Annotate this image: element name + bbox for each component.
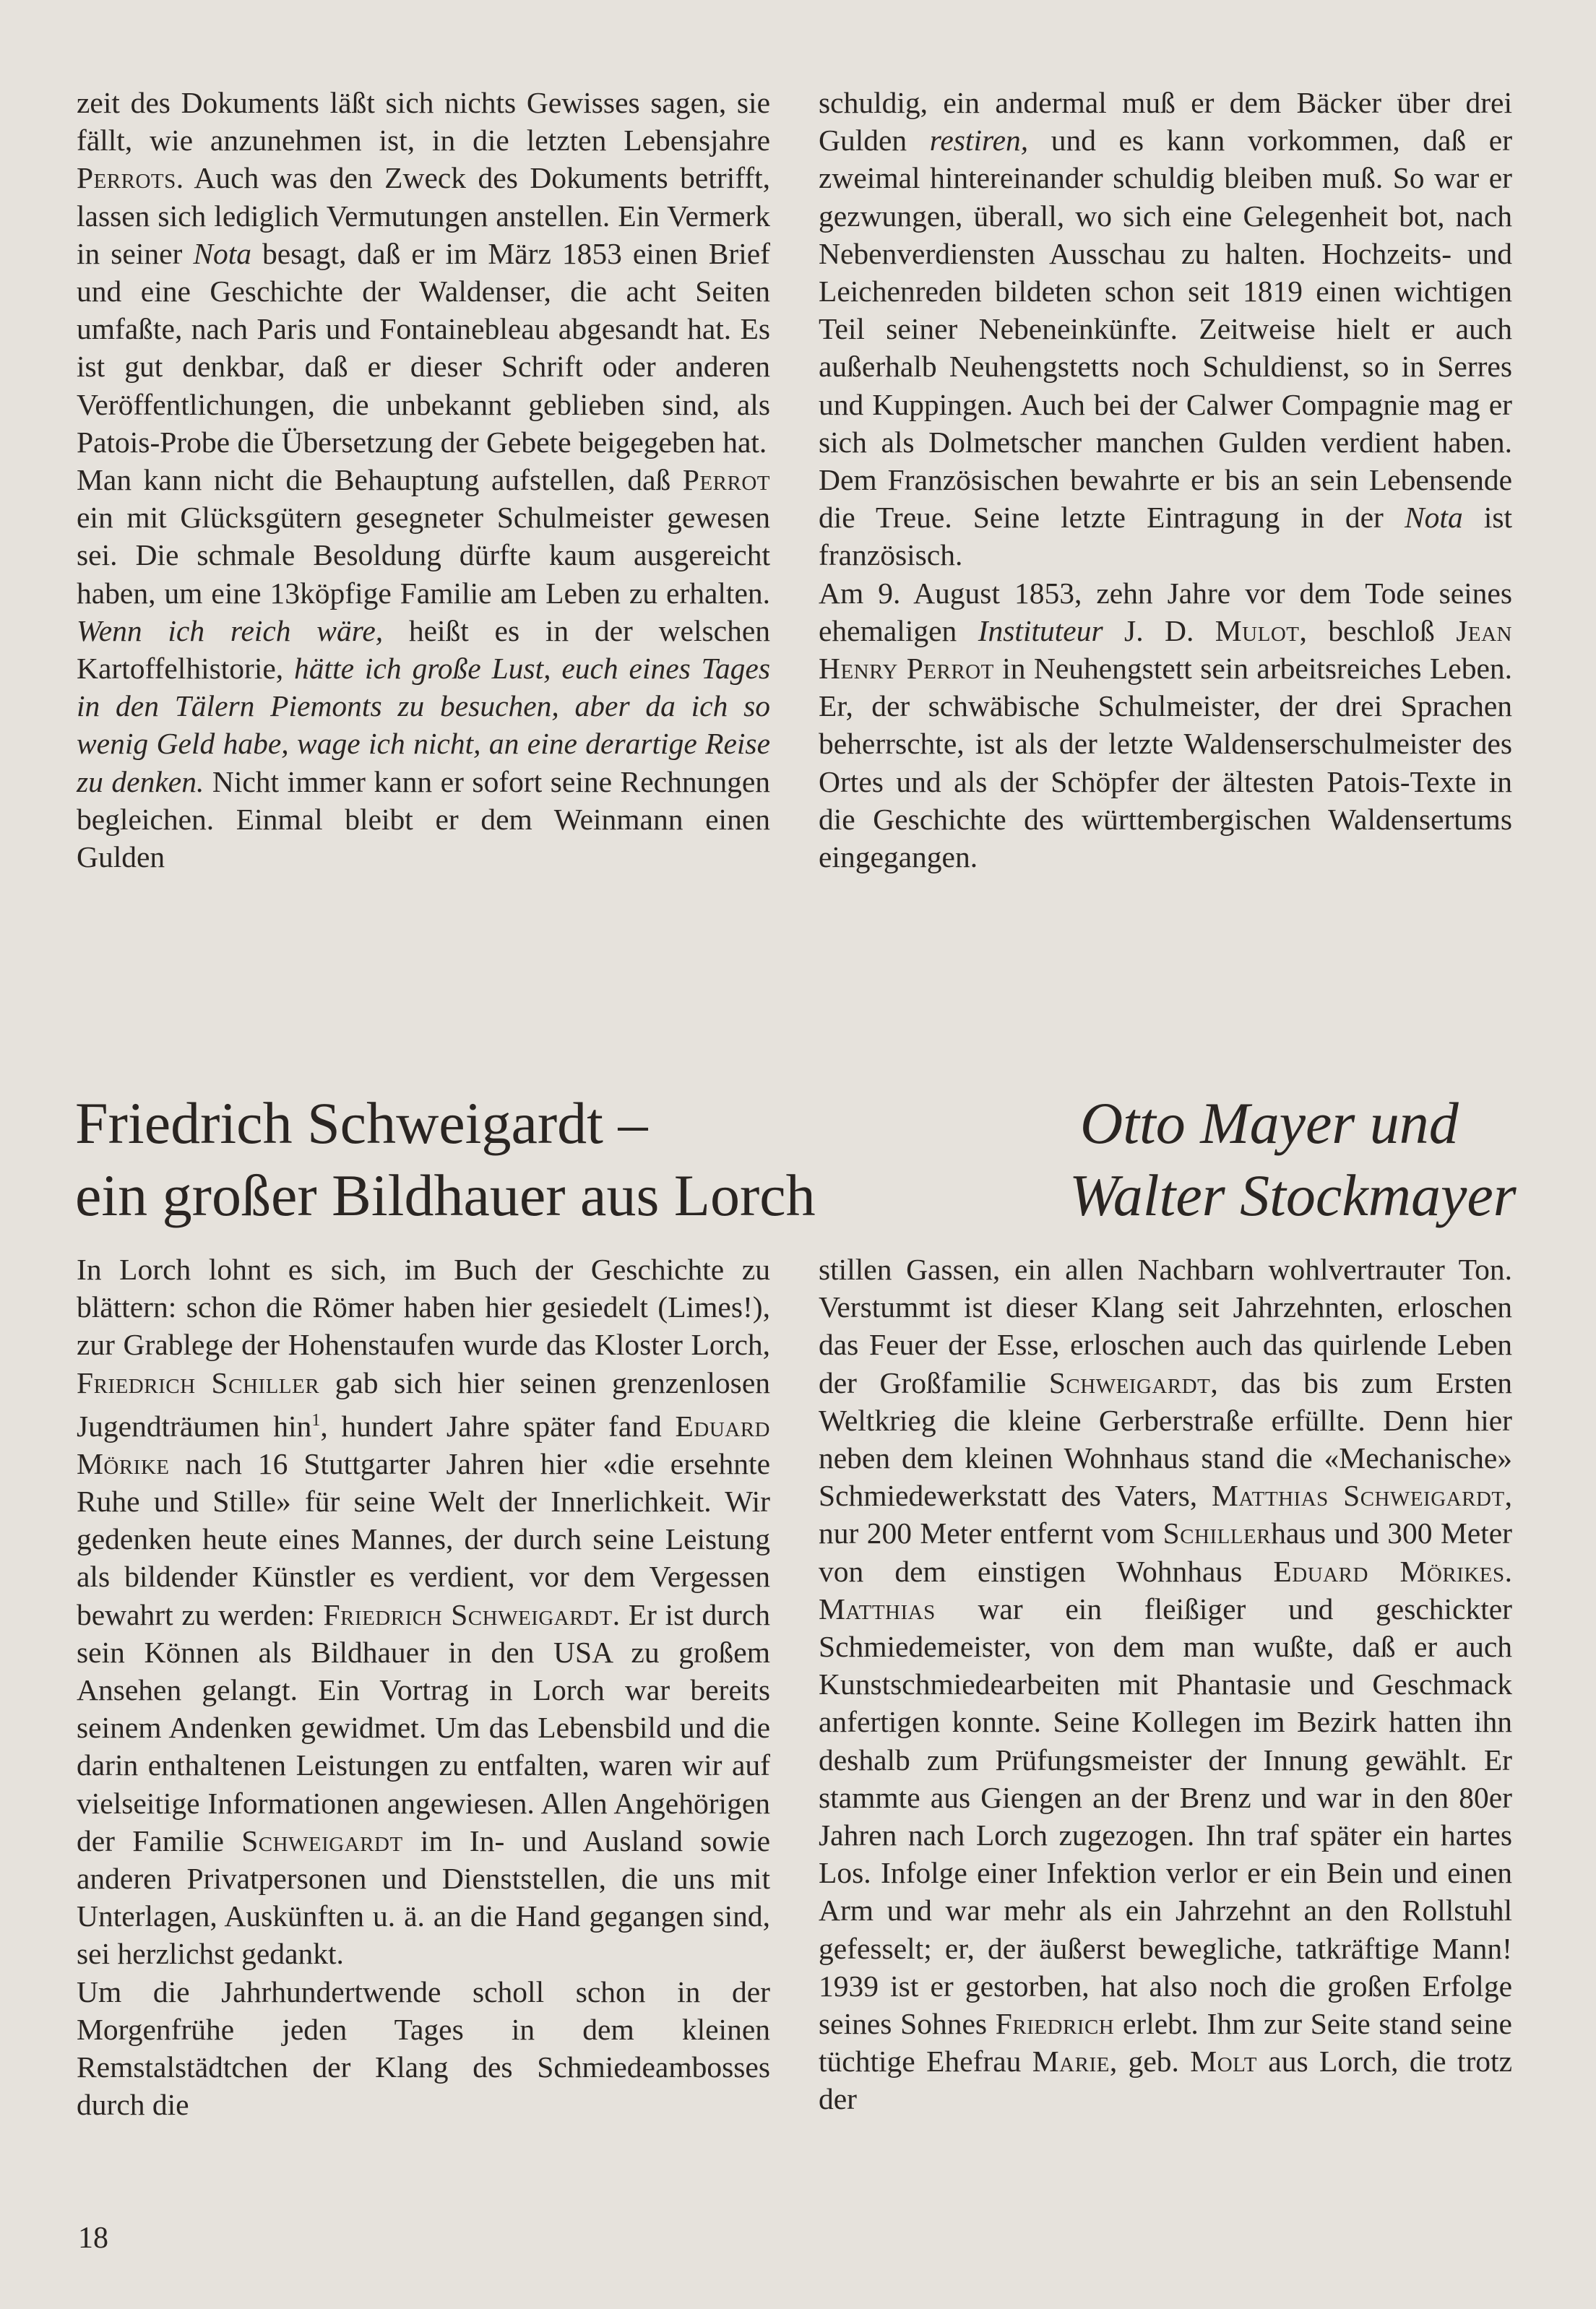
paragraph: [819, 574, 1512, 876]
text-run: , beschloß: [1299, 613, 1457, 647]
text-run: erlebt. Ihm zur Seite stand seine tüchtige Ehefrau: [819, 2007, 1512, 2079]
footnote-marker: 1: [311, 1410, 321, 1430]
text-run: aus Lorch, die trotz der: [819, 2045, 1512, 2116]
text-run: Nicht immer kann er sofort seine Rechnungen begleichen. Einmal bleibt er dem Weinmann einen Gulden: [77, 764, 771, 874]
text-run: in Neuhengstett sein arbeitsreiches Leben. Er, der schwäbische Schulmeister, der drei Sprachen beherrschte, ist als der letzte Waldenserschulmeister des Ortes und als der Schöpfer der ältesten Patois-Texte in die Geschichte des württembergischen Waldensertums eingegangen.: [819, 652, 1512, 874]
italic-text: Nota: [1404, 501, 1463, 535]
name-smallcaps: Eduard Mörikes: [1273, 1554, 1505, 1588]
text-run: im In- und Ausland sowie anderen Privatpersonen und Dienststellen, die uns mit Unterlagen, Auskünften u. ä. an die Hand gegangen sind, sei herzlichst gedankt.: [77, 1824, 770, 1971]
name-smallcaps: Matthias Schweigardt: [1212, 1479, 1505, 1513]
text-run: besagt, daß er im März 1853 einen Brief und eine Geschichte der Waldenser, die acht Seiten umfaßte, nach Paris und Fontainebleau abgesandt hat. Es ist gut denkbar, daß er dieser Schrift oder anderen Veröffentlichungen, die unbekannt geblieben sind, als Patois-Probe die Übersetzung der Gebete beigegeben hat.: [77, 236, 770, 459]
name-smallcaps: Marie: [1032, 2045, 1110, 2079]
name-smallcaps: Schiller: [1163, 1516, 1272, 1550]
name-smallcaps: Perrots: [77, 161, 176, 195]
italic-text: Instituteur: [978, 613, 1103, 647]
name-smallcaps: Friedrich Schiller: [77, 1365, 320, 1399]
text-run: stillen Gassen, ein allen Nachbarn wohlvertrauter Ton. Verstummt ist dieser Klang seit Jahrzehnten, erloschen das Feuer der Esse, erloschen auch das quirlende Leben der Großfamilie: [819, 1253, 1512, 1399]
text-run: haus und 300 Meter von dem einstigen Wohnhaus: [819, 1516, 1512, 1588]
paragraph: [77, 84, 770, 461]
text-run: war ein fleißiger und geschickter Schmiedemeister, von dem man wußte, daß er auch Kunstschmiedearbeiten mit Phantasie und Geschmack anfertigen konnte. Seine Kollegen im Bezirk hatten ihn deshalb zum Prüfungsmeister der Innung gewählt. Er stammte aus Giengen an der Brenz und war in den 80er Jahren nach Lorch zugezogen. Ihn traf später ein hartes Los. Infolge einer Infektion verlor er ein Bein und einen Arm und war mehr als ein Jahrzehnt an den Rollstuhl gefesselt; er, der äußerst bewegliche, tatkräftige Mann! 1939 ist er gestorben, hat also noch die großen Erfolge seines Sohnes: [819, 1592, 1512, 2041]
italic-text: hätte ich große Lust, euch eines Tages in den Tälern Piemonts zu besuchen, aber da ich so wenig Geld habe, wage ich nicht, an eine derartige Reise zu denken.: [77, 652, 770, 798]
text-run: ist französisch.: [819, 501, 1513, 572]
text-run: Am 9. August 1853, zehn Jahre vor dem Tode seines ehemaligen: [819, 576, 1512, 647]
article-left-column: [77, 1251, 770, 2124]
text-run: Man kann nicht die Behauptung aufstellen, daß: [77, 463, 683, 497]
text-run: gab sich hier seinen grenzenlosen Jugendträumen hin: [77, 1365, 770, 1443]
text-run: . Auch was den Zweck des Dokuments betrifft, lassen sich lediglich Vermutungen anstellen. Ein Vermerk in seiner: [77, 161, 770, 270]
author-line: Walter Stockmayer: [1069, 1162, 1517, 1228]
article-title: [75, 1087, 816, 1232]
name-smallcaps: Schweigardt: [1048, 1365, 1211, 1399]
page-number: 18: [78, 2222, 108, 2255]
text-run: , nur 200 Meter entfernt vom: [819, 1479, 1512, 1550]
text-run: J. D.: [1103, 613, 1215, 647]
text-run: Um die Jahrhundertwende scholl schon in der Morgenfrühe jeden Tages in dem kleinen Remstalstädtchen der Klang des Schmiedeambosses durch die: [77, 1974, 770, 2122]
text-run: , das bis zum Ersten Weltkrieg die kleine Gerberstraße erfüllte. Denn hier neben dem kleinen Wohnhaus stand die «Mechanische» Schmiedewerkstatt des Vaters,: [819, 1365, 1512, 1513]
name-smallcaps: Friedrich Schweigardt: [323, 1597, 613, 1631]
name-smallcaps: Schweigardt: [241, 1824, 403, 1857]
paragraph: [77, 1251, 770, 1973]
italic-text: Nota: [193, 236, 252, 270]
name-smallcaps: Molt: [1190, 2045, 1257, 2079]
article-right-column: [819, 1251, 1512, 2118]
name-smallcaps: Jean Henry Perrot: [819, 613, 1512, 686]
paragraph: [77, 1973, 770, 2124]
paragraph: [819, 84, 1512, 574]
article-title-line: ein großer Bildhauer aus Lorch: [75, 1162, 816, 1228]
text-run: . Er ist durch sein Können als Bildhauer in den USA zu großem Ansehen gelangt. Ein Vortrag in Lorch war bereits seinem Andenken gewidmet. Um das Lebensbild und die darin enthaltenen Leistungen zu entfalten, waren wir auf vielseitige Informationen angewiesen. Allen Angehörigen der Familie: [77, 1597, 770, 1857]
article-title-line: Friedrich Schweigardt –: [75, 1090, 648, 1156]
text-run: und es kann vorkommen, daß er zweimal hintereinander schuldig bleiben muß. So war er gezwungen, überall, wo sich eine Gelegenheit bot, nach Nebenverdiensten Ausschau zu halten. Hochzeits- und Leichenreden bildeten schon seit 1819 einen wichtigen Teil seiner Nebeneinkünfte. Zeitweise hielt er auch außerhalb Neuhengstetts noch Schuldienst, so in Serres und Kuppingen. Auch bei der Calwer Compagnie mag er sich als Dolmetscher manchen Gulden verdient haben. Dem Französischen bewahrte er bis an sein Lebensende die Treue. Seine letzte Eintragung in der: [819, 124, 1513, 535]
name-smallcaps: Mulot: [1215, 613, 1300, 647]
author-line: Otto Mayer und: [1080, 1090, 1459, 1156]
italic-text: Wenn ich reich wäre,: [77, 613, 384, 647]
paragraph: [77, 461, 770, 876]
continued-text-right-column: [819, 84, 1512, 876]
continued-text-left-column: [77, 84, 770, 876]
text-run: In Lorch lohnt es sich, im Buch der Geschichte zu blättern: schon die Römer haben hier gesiedelt (Limes!), zur Grablege der Hohenstaufen wurde das Kloster Lorch,: [77, 1253, 770, 1362]
name-smallcaps: Eduard Mörike: [77, 1409, 770, 1480]
text-run: , hundert Jahre später fand: [320, 1409, 676, 1443]
italic-text: restiren,: [929, 124, 1029, 157]
text-run: schuldig, ein andermal muß er dem Bäcker über drei Gulden: [819, 86, 1512, 157]
text-run: nach 16 Stuttgarter Jahren hier «die ersehnte Ruhe und Stille» für seine Welt der Innerlichkeit. Wir gedenken heute eines Mannes, der durch seine Leistung als bildender Künstler es verdient, vor dem Vergessen bewahrt zu werden:: [77, 1446, 770, 1631]
name-smallcaps: Perrot: [682, 463, 770, 497]
name-smallcaps: Friedrich: [995, 2007, 1115, 2041]
paragraph: [819, 1251, 1512, 2118]
name-smallcaps: Matthias: [819, 1592, 936, 1626]
text-run: zeit des Dokuments läßt sich nichts Gewisses sagen, sie fällt, wie anzunehmen ist, in die letzten Lebensjahre: [77, 86, 770, 157]
text-run: ein mit Glücksgütern gesegneter Schulmeister gewesen sei. Die schmale Besoldung dürfte kaum ausgereicht haben, um eine 13köpfige Familie am Leben zu erhalten.: [77, 501, 770, 610]
text-run: .: [1504, 1554, 1513, 1588]
text-run: , geb.: [1109, 2045, 1191, 2079]
article-authors: [1069, 1087, 1524, 1232]
text-run: heißt es in der welschen Kartoffelhistorie,: [77, 613, 770, 686]
